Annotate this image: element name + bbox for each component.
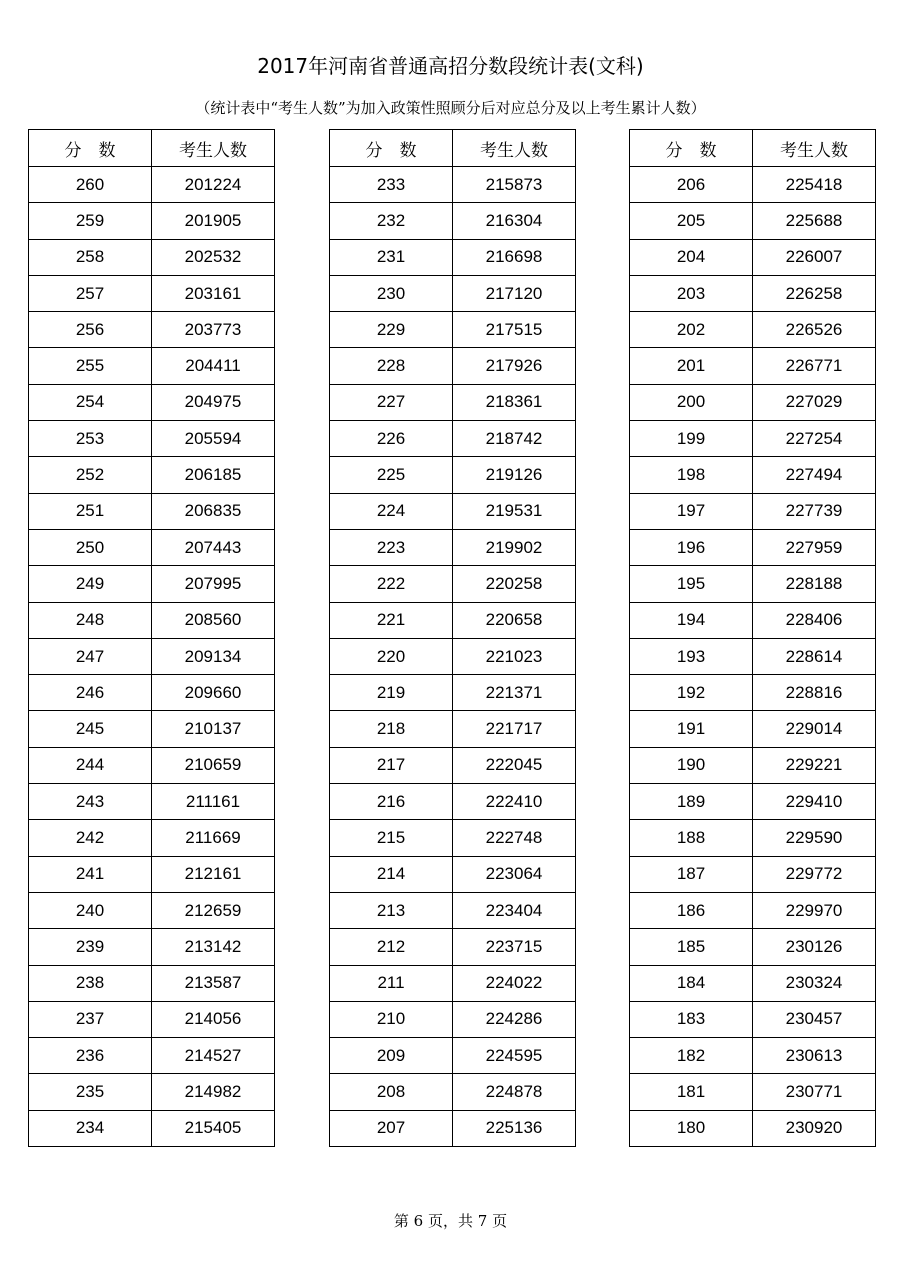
- table-row: [330, 1074, 576, 1110]
- score-cell: 219: [330, 675, 453, 711]
- score-cell: 260: [29, 167, 152, 203]
- count-cell: 210137: [152, 711, 275, 747]
- table-row: [330, 820, 576, 856]
- table-row: [630, 1001, 876, 1037]
- count-cell: 207443: [152, 529, 275, 565]
- count-cell: 224286: [453, 1001, 576, 1037]
- count-cell: 227959: [753, 529, 876, 565]
- table-row: [330, 493, 576, 529]
- count-cell: 218361: [453, 384, 576, 420]
- count-cell: 226007: [753, 239, 876, 275]
- count-header: 考生人数: [753, 130, 876, 167]
- count-cell: 218742: [453, 421, 576, 457]
- score-cell: 203: [630, 275, 753, 311]
- table-row: [330, 239, 576, 275]
- count-cell: 203773: [152, 312, 275, 348]
- score-cell: 182: [630, 1038, 753, 1074]
- score-cell: 183: [630, 1001, 753, 1037]
- count-cell: 211669: [152, 820, 275, 856]
- table-row: [330, 348, 576, 384]
- count-cell: 217120: [453, 275, 576, 311]
- table-row: [330, 602, 576, 638]
- table-row: [630, 820, 876, 856]
- count-cell: 220258: [453, 566, 576, 602]
- score-header: 分 数: [29, 130, 152, 167]
- score-cell: 215: [330, 820, 453, 856]
- table-row: [29, 167, 275, 203]
- score-cell: 233: [330, 167, 453, 203]
- table-row: [330, 566, 576, 602]
- score-cell: 204: [630, 239, 753, 275]
- score-cell: 221: [330, 602, 453, 638]
- table-row: [29, 275, 275, 311]
- score-cell: 188: [630, 820, 753, 856]
- count-cell: 223404: [453, 892, 576, 928]
- count-cell: 209660: [152, 675, 275, 711]
- score-cell: 202: [630, 312, 753, 348]
- count-cell: 230920: [753, 1110, 876, 1146]
- score-cell: 185: [630, 929, 753, 965]
- table-row: [29, 638, 275, 674]
- count-cell: 212659: [152, 892, 275, 928]
- count-cell: 230126: [753, 929, 876, 965]
- count-cell: 221371: [453, 675, 576, 711]
- score-cell: 198: [630, 457, 753, 493]
- score-cell: 229: [330, 312, 453, 348]
- count-cell: 230771: [753, 1074, 876, 1110]
- score-cell: 211: [330, 965, 453, 1001]
- count-cell: 216304: [453, 203, 576, 239]
- score-cell: 187: [630, 856, 753, 892]
- score-cell: 240: [29, 892, 152, 928]
- score-cell: 249: [29, 566, 152, 602]
- count-cell: 229772: [753, 856, 876, 892]
- score-cell: 189: [630, 784, 753, 820]
- count-cell: 227739: [753, 493, 876, 529]
- count-cell: 228614: [753, 638, 876, 674]
- table-row: [330, 965, 576, 1001]
- count-cell: 209134: [152, 638, 275, 674]
- score-cell: 259: [29, 203, 152, 239]
- count-cell: 216698: [453, 239, 576, 275]
- table-row: [29, 1074, 275, 1110]
- table-row: [630, 239, 876, 275]
- table-note: （统计表中“考生人数”为加入政策性照顾分后对应总分及以上考生累计人数）: [195, 99, 706, 117]
- score-cell: 242: [29, 820, 152, 856]
- count-cell: 214982: [152, 1074, 275, 1110]
- score-cell: 227: [330, 384, 453, 420]
- count-cell: 201224: [152, 167, 275, 203]
- count-header: 考生人数: [453, 130, 576, 167]
- score-cell: 254: [29, 384, 152, 420]
- count-cell: 226771: [753, 348, 876, 384]
- table-row: [630, 348, 876, 384]
- count-cell: 222045: [453, 747, 576, 783]
- score-cell: 228: [330, 348, 453, 384]
- table-row: [29, 348, 275, 384]
- count-cell: 219126: [453, 457, 576, 493]
- score-cell: 235: [29, 1074, 152, 1110]
- table-row: [630, 312, 876, 348]
- score-cell: 199: [630, 421, 753, 457]
- table-row: [630, 747, 876, 783]
- score-table-2: [329, 129, 576, 1147]
- count-cell: 229221: [753, 747, 876, 783]
- score-cell: 205: [630, 203, 753, 239]
- table-row: [330, 784, 576, 820]
- score-cell: 222: [330, 566, 453, 602]
- count-cell: 215873: [453, 167, 576, 203]
- count-cell: 211161: [152, 784, 275, 820]
- header-row: [330, 130, 576, 167]
- score-cell: 247: [29, 638, 152, 674]
- score-cell: 194: [630, 602, 753, 638]
- table-row: [630, 421, 876, 457]
- table-row: [29, 747, 275, 783]
- count-cell: 228188: [753, 566, 876, 602]
- score-cell: 213: [330, 892, 453, 928]
- table-row: [630, 203, 876, 239]
- table-row: [630, 965, 876, 1001]
- score-cell: 237: [29, 1001, 152, 1037]
- table-row: [330, 275, 576, 311]
- count-cell: 212161: [152, 856, 275, 892]
- count-cell: 221023: [453, 638, 576, 674]
- table-row: [330, 711, 576, 747]
- score-table-1: [28, 129, 275, 1147]
- count-cell: 230613: [753, 1038, 876, 1074]
- count-cell: 223715: [453, 929, 576, 965]
- table-row: [29, 1110, 275, 1146]
- score-cell: 243: [29, 784, 152, 820]
- table-row: [29, 203, 275, 239]
- table-row: [29, 892, 275, 928]
- table-row: [29, 493, 275, 529]
- table-row: [29, 239, 275, 275]
- table-row: [29, 820, 275, 856]
- table-row: [330, 747, 576, 783]
- score-cell: 196: [630, 529, 753, 565]
- table-row: [29, 384, 275, 420]
- score-cell: 250: [29, 529, 152, 565]
- count-cell: 202532: [152, 239, 275, 275]
- table-row: [630, 784, 876, 820]
- count-cell: 230457: [753, 1001, 876, 1037]
- header-row: [630, 130, 876, 167]
- score-cell: 251: [29, 493, 152, 529]
- count-cell: 226526: [753, 312, 876, 348]
- table-row: [29, 457, 275, 493]
- count-cell: 214056: [152, 1001, 275, 1037]
- score-header: 分 数: [630, 130, 753, 167]
- count-cell: 228816: [753, 675, 876, 711]
- table-row: [630, 675, 876, 711]
- table-row: [330, 856, 576, 892]
- table-row: [630, 167, 876, 203]
- score-cell: 257: [29, 275, 152, 311]
- count-cell: 217926: [453, 348, 576, 384]
- table-row: [29, 421, 275, 457]
- count-cell: 220658: [453, 602, 576, 638]
- count-cell: 203161: [152, 275, 275, 311]
- table-row: [630, 1110, 876, 1146]
- table-row: [330, 203, 576, 239]
- count-cell: 230324: [753, 965, 876, 1001]
- table-row: [29, 529, 275, 565]
- table-row: [330, 421, 576, 457]
- count-cell: 219902: [453, 529, 576, 565]
- count-cell: 227254: [753, 421, 876, 457]
- score-cell: 244: [29, 747, 152, 783]
- count-header: 考生人数: [152, 130, 275, 167]
- table-row: [29, 965, 275, 1001]
- table-row: [29, 566, 275, 602]
- score-cell: 226: [330, 421, 453, 457]
- score-cell: 224: [330, 493, 453, 529]
- count-cell: 206185: [152, 457, 275, 493]
- score-cell: 218: [330, 711, 453, 747]
- score-cell: 220: [330, 638, 453, 674]
- score-cell: 208: [330, 1074, 453, 1110]
- table-row: [330, 638, 576, 674]
- table-row: [630, 1074, 876, 1110]
- count-cell: 201905: [152, 203, 275, 239]
- score-cell: 253: [29, 421, 152, 457]
- table-row: [630, 892, 876, 928]
- header-row: [29, 130, 275, 167]
- score-cell: 255: [29, 348, 152, 384]
- score-header: 分 数: [330, 130, 453, 167]
- score-cell: 239: [29, 929, 152, 965]
- score-cell: 230: [330, 275, 453, 311]
- score-cell: 192: [630, 675, 753, 711]
- score-cell: 193: [630, 638, 753, 674]
- score-cell: 210: [330, 1001, 453, 1037]
- count-cell: 214527: [152, 1038, 275, 1074]
- count-cell: 226258: [753, 275, 876, 311]
- table-row: [330, 529, 576, 565]
- score-cell: 245: [29, 711, 152, 747]
- count-cell: 221717: [453, 711, 576, 747]
- page-title: 2017年河南省普通高招分数段统计表(文科): [257, 54, 644, 78]
- score-cell: 214: [330, 856, 453, 892]
- table-row: [330, 457, 576, 493]
- count-cell: 213142: [152, 929, 275, 965]
- count-cell: 207995: [152, 566, 275, 602]
- count-cell: 225136: [453, 1110, 576, 1146]
- count-cell: 224022: [453, 965, 576, 1001]
- score-cell: 225: [330, 457, 453, 493]
- score-cell: 190: [630, 747, 753, 783]
- count-cell: 204411: [152, 348, 275, 384]
- count-cell: 208560: [152, 602, 275, 638]
- score-cell: 195: [630, 566, 753, 602]
- count-cell: 205594: [152, 421, 275, 457]
- count-cell: 204975: [152, 384, 275, 420]
- count-cell: 229014: [753, 711, 876, 747]
- table-row: [29, 675, 275, 711]
- table-row: [630, 457, 876, 493]
- score-cell: 234: [29, 1110, 152, 1146]
- count-cell: 228406: [753, 602, 876, 638]
- count-cell: 213587: [152, 965, 275, 1001]
- table-row: [630, 638, 876, 674]
- table-row: [29, 312, 275, 348]
- count-cell: 206835: [152, 493, 275, 529]
- count-cell: 222410: [453, 784, 576, 820]
- count-cell: 224595: [453, 1038, 576, 1074]
- count-cell: 222748: [453, 820, 576, 856]
- count-cell: 225688: [753, 203, 876, 239]
- count-cell: 224878: [453, 1074, 576, 1110]
- score-cell: 212: [330, 929, 453, 965]
- table-row: [330, 675, 576, 711]
- count-cell: 215405: [152, 1110, 275, 1146]
- table-row: [29, 856, 275, 892]
- table-row: [630, 493, 876, 529]
- count-cell: 219531: [453, 493, 576, 529]
- table-row: [630, 1038, 876, 1074]
- table-row: [630, 602, 876, 638]
- table-row: [630, 856, 876, 892]
- score-cell: 248: [29, 602, 152, 638]
- count-cell: 227029: [753, 384, 876, 420]
- table-row: [630, 529, 876, 565]
- score-cell: 216: [330, 784, 453, 820]
- table-row: [630, 929, 876, 965]
- table-row: [29, 784, 275, 820]
- score-cell: 206: [630, 167, 753, 203]
- score-cell: 184: [630, 965, 753, 1001]
- score-cell: 180: [630, 1110, 753, 1146]
- table-row: [330, 1001, 576, 1037]
- score-cell: 186: [630, 892, 753, 928]
- count-cell: 229410: [753, 784, 876, 820]
- score-cell: 252: [29, 457, 152, 493]
- count-cell: 229970: [753, 892, 876, 928]
- table-row: [29, 602, 275, 638]
- table-row: [330, 167, 576, 203]
- score-cell: 236: [29, 1038, 152, 1074]
- table-row: [630, 275, 876, 311]
- table-row: [29, 929, 275, 965]
- score-cell: 223: [330, 529, 453, 565]
- score-cell: 197: [630, 493, 753, 529]
- table-row: [330, 1110, 576, 1146]
- score-cell: 246: [29, 675, 152, 711]
- count-cell: 217515: [453, 312, 576, 348]
- table-row: [29, 1001, 275, 1037]
- page-footer: 第 6 页，共 7 页: [393, 1212, 508, 1230]
- table-row: [29, 711, 275, 747]
- table-row: [630, 566, 876, 602]
- table-row: [330, 1038, 576, 1074]
- table-row: [630, 711, 876, 747]
- score-cell: 191: [630, 711, 753, 747]
- table-row: [29, 1038, 275, 1074]
- table-row: [330, 384, 576, 420]
- table-row: [330, 892, 576, 928]
- count-cell: 225418: [753, 167, 876, 203]
- score-cell: 200: [630, 384, 753, 420]
- score-cell: 209: [330, 1038, 453, 1074]
- score-cell: 231: [330, 239, 453, 275]
- score-cell: 256: [29, 312, 152, 348]
- score-cell: 207: [330, 1110, 453, 1146]
- score-cell: 217: [330, 747, 453, 783]
- score-cell: 258: [29, 239, 152, 275]
- count-cell: 227494: [753, 457, 876, 493]
- score-cell: 238: [29, 965, 152, 1001]
- table-row: [630, 384, 876, 420]
- score-cell: 232: [330, 203, 453, 239]
- score-cell: 201: [630, 348, 753, 384]
- count-cell: 229590: [753, 820, 876, 856]
- count-cell: 210659: [152, 747, 275, 783]
- score-cell: 181: [630, 1074, 753, 1110]
- score-cell: 241: [29, 856, 152, 892]
- count-cell: 223064: [453, 856, 576, 892]
- score-table-3: [629, 129, 876, 1147]
- table-row: [330, 312, 576, 348]
- table-row: [330, 929, 576, 965]
